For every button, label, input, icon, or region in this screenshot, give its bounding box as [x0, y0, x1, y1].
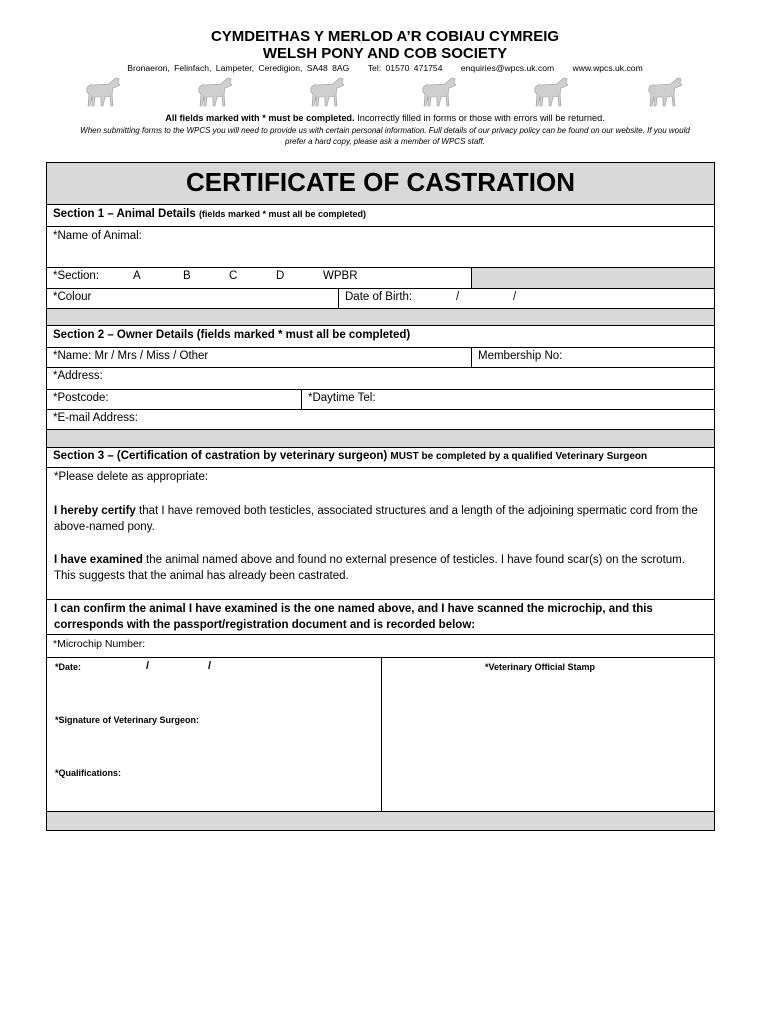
pony-icon [531, 76, 571, 108]
section-shaded-cell [471, 267, 715, 289]
section3-heading-note: MUST be completed by a qualified Veterinary Surgeon [390, 451, 648, 462]
website-link[interactable]: www.wpcs.uk.com [572, 63, 643, 73]
pony-icon [419, 76, 459, 108]
microchip-label: *Microchip Number: [53, 638, 146, 650]
daytime-tel-label: *Daytime Tel: [308, 392, 376, 404]
section-option-a[interactable]: A [133, 270, 141, 282]
date-label: *Date: [55, 662, 82, 672]
section3-heading: Section 3 – (Certification of castration by veterinary surgeon) [53, 450, 388, 462]
society-title-english: WELSH PONY AND COB SOCIETY [262, 45, 508, 62]
section-choice-field[interactable] [46, 267, 472, 289]
stamp-label: *Veterinary Official Stamp [485, 662, 596, 672]
divider-bar [46, 308, 715, 326]
certification-statements [46, 467, 715, 600]
confirm-text: I can confirm the animal I have examined is the one named above, and I have scanned the microchip, and this corresponds with the passport/registration document and is recorded below: [54, 603, 653, 631]
animal-name-label: *Name of Animal: [53, 230, 142, 242]
required-notice-rest: Incorrectly filled in forms or those with errors will be returned. [354, 113, 605, 123]
pony-icon [645, 76, 685, 108]
section2-heading: Section 2 – Owner Details (fields marked * must all be completed) [53, 329, 411, 341]
postcode-label: *Postcode: [53, 392, 109, 404]
qualifications-label: *Qualifications: [55, 768, 122, 778]
animal-name-field[interactable] [46, 226, 715, 268]
society-title-welsh: CYMDEITHAS Y MERLOD A’R COBIAU CYMREIG [210, 28, 560, 45]
owner-name-field[interactable] [46, 347, 472, 368]
examined-text: the animal named above and found no external presence of testicles. I have found scar(s) on the scrotum. This suggests that the animal has already been castrated. [54, 554, 685, 582]
membership-label: Membership No: [478, 350, 563, 362]
owner-name-label: *Name: Mr / Mrs / Miss / Other [53, 350, 209, 362]
date-separator: / [208, 660, 212, 672]
certify-bold: I hereby certify [54, 505, 136, 517]
section-option-wpbr[interactable]: WPBR [323, 270, 358, 282]
membership-field[interactable] [471, 347, 715, 368]
signature-label: *Signature of Veterinary Surgeon: [55, 715, 200, 725]
date-separator: / [146, 660, 150, 672]
examined-bold: I have examined [54, 554, 143, 566]
colour-label: *Colour [53, 291, 92, 303]
required-notice-bold: All fields marked with * must be completed. [165, 113, 355, 123]
signature-field[interactable] [217, 710, 377, 730]
privacy-notice: When submitting forms to the WPCS you will need to provide us with certain personal information. Full details of our privacy policy can be found on our website. If you would prefer a hard copy, please ask a member of WPCS staff. [80, 126, 690, 146]
qualifications-field[interactable] [137, 763, 377, 783]
address-label: *Address: [53, 370, 103, 382]
certify-text: that I have removed both testicles, associated structures and a length of the adjoining spermatic cord from the above-named pony. [54, 505, 698, 533]
colour-field[interactable] [46, 288, 339, 309]
daytime-tel-field[interactable] [301, 389, 715, 410]
certify-statement[interactable] [54, 503, 707, 535]
address-field[interactable] [46, 367, 715, 390]
telephone: Tel: 01570 471754 [367, 63, 443, 73]
owner-email-label: *E-mail Address: [53, 412, 139, 424]
section2-heading-row [46, 325, 715, 348]
dob-field[interactable] [338, 288, 715, 309]
divider-bar [46, 429, 715, 448]
owner-email-field[interactable] [46, 409, 715, 430]
form-title-bar [46, 162, 715, 205]
section1-heading-note: (fields marked * must all be completed) [198, 209, 366, 219]
dob-label: Date of Birth: [345, 291, 413, 303]
section3-heading-row [46, 447, 715, 468]
pony-icon [195, 76, 235, 108]
pony-icon [83, 76, 123, 108]
contact-line [0, 63, 770, 73]
dob-separator: / [513, 291, 517, 303]
address: Bronaeron, Felinfach, Lampeter, Ceredigion, SA48 8AG [127, 63, 350, 73]
section-option-d[interactable]: D [276, 270, 285, 282]
date-field[interactable] [117, 660, 317, 676]
microchip-field[interactable] [46, 634, 715, 658]
vet-details-box [46, 657, 382, 812]
section-label: *Section: [53, 270, 100, 282]
pony-icon [307, 76, 347, 108]
postcode-field[interactable] [46, 389, 302, 410]
vet-stamp-box[interactable] [381, 657, 715, 812]
examined-statement[interactable] [54, 552, 707, 584]
email-link[interactable]: enquiries@wpcs.uk.com [460, 63, 555, 73]
delete-note: *Please delete as appropriate: [54, 471, 209, 483]
section1-heading-row [46, 204, 715, 227]
required-fields-notice [0, 113, 770, 123]
section-option-c[interactable]: C [229, 270, 238, 282]
microchip-confirmation [46, 599, 715, 635]
dob-separator: / [456, 291, 460, 303]
section1-heading: Section 1 – Animal Details [53, 208, 196, 220]
section-option-b[interactable]: B [183, 270, 191, 282]
form-title: CERTIFICATE OF CASTRATION [185, 167, 575, 197]
footer-bar [46, 811, 715, 831]
pony-icons-row [0, 76, 770, 110]
